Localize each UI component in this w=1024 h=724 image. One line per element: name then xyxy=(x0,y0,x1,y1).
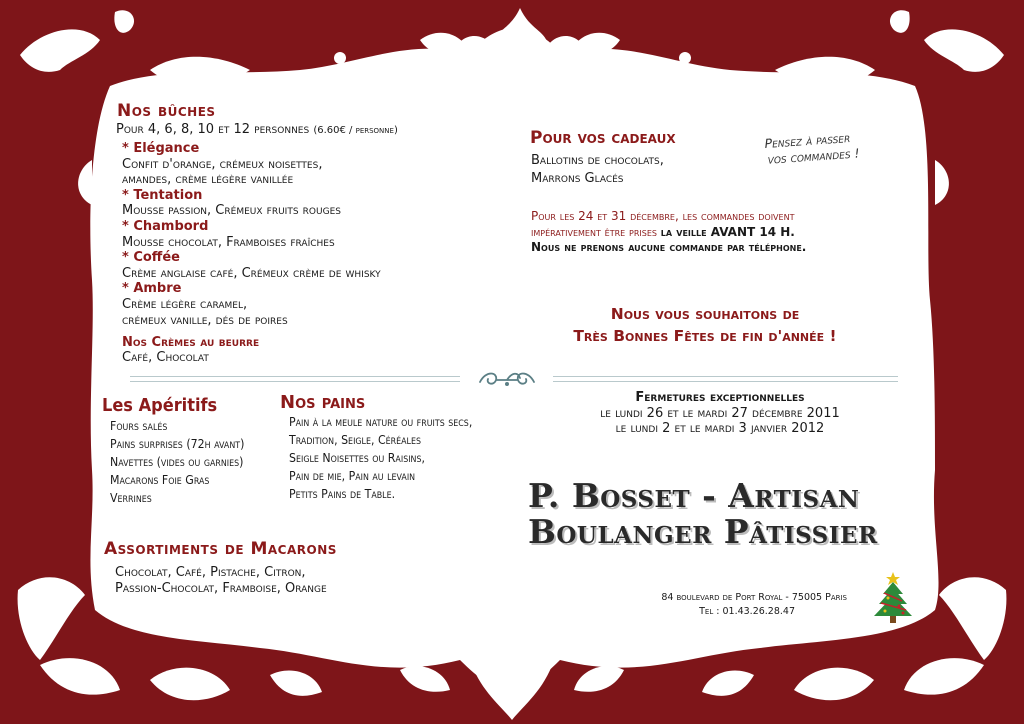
buche-item xyxy=(122,250,502,281)
macarons-title: Assortiments de Macarons xyxy=(104,539,337,559)
commandes-line2-pre: impérativement être prises xyxy=(531,224,657,239)
cremes-items: Café, Chocolat xyxy=(122,350,209,365)
list-item: Pains surprises (72h avant) xyxy=(110,436,245,451)
artisan-line: Boulanger Pâtissier xyxy=(528,512,878,551)
adresse-block xyxy=(600,591,847,619)
buche-item xyxy=(122,188,502,219)
buche-item xyxy=(122,219,502,250)
list-item: Verrines xyxy=(110,490,152,505)
flourish-icon xyxy=(476,368,538,392)
list-item: Macarons Foie Gras xyxy=(110,472,210,487)
list-item: Seigle Noisettes ou Raisins, xyxy=(289,450,426,465)
buche-name: * Ambre xyxy=(122,281,182,297)
list-item: Navettes (vides ou garnies) xyxy=(110,454,244,469)
divider-line-right xyxy=(553,376,898,377)
buches-persons: Pour 4, 6, 8, 10 et 12 personnes xyxy=(116,122,310,137)
fermetures-line: le lundi 2 et le mardi 3 janvier 2012 xyxy=(615,421,825,436)
voeux-line: Nous vous souhaitons de xyxy=(610,305,800,323)
buche-name: * Coffée xyxy=(122,250,180,266)
voeux-message xyxy=(520,303,890,347)
commandes-line1: Pour les 24 et 31 décembre, les commandes doivent xyxy=(531,209,795,223)
buche-item xyxy=(122,141,502,188)
buche-name: * Chambord xyxy=(122,218,209,234)
fermetures-block xyxy=(520,390,920,437)
buche-name: * Tentation xyxy=(122,187,203,203)
list-item: Chocolat, Café, Pistache, Citron, xyxy=(115,565,306,580)
divider-line-left xyxy=(130,381,460,382)
macarons-list xyxy=(115,565,327,597)
artisan-line: P. Bosset - Artisan xyxy=(528,476,860,515)
pains-title: Nos pains xyxy=(280,392,366,413)
aperitifs-list xyxy=(110,417,244,507)
buche-name: * Elégance xyxy=(122,141,200,156)
adresse-line: 84 boulevard de Port Royal - 75005 Paris xyxy=(661,592,847,603)
list-item: Tradition, Seigle, Céréales xyxy=(289,432,422,447)
fermetures-line: le lundi 26 et le mardi 27 décembre 2011 xyxy=(600,405,840,421)
commandes-line2 xyxy=(531,225,911,241)
list-item: Petits Pains de Table. xyxy=(289,486,396,501)
buche-desc: Crème anglaise café, Crémeux crème de whisky xyxy=(122,265,381,281)
divider-line-left xyxy=(130,376,460,377)
aperitifs-title: Les Apéritifs xyxy=(102,395,218,416)
list-item: Marrons Glacés xyxy=(531,171,624,186)
buches-list xyxy=(122,141,502,328)
pensez-note xyxy=(764,129,860,167)
commandes-line3: Nous ne prenons aucune commande par téléphone. xyxy=(531,240,807,254)
pensez-line: vos commandes ! xyxy=(767,145,860,167)
telephone-line: Tel : 01.43.26.28.47 xyxy=(699,606,795,617)
christmas-tree-icon xyxy=(870,568,916,626)
voeux-line: Très Bonnes Fêtes de fin d'année ! xyxy=(573,327,837,345)
cremes-title: Nos Crèmes au beurre xyxy=(122,335,260,350)
buche-item xyxy=(122,281,502,328)
buches-price: (6.60€ / personne) xyxy=(313,125,398,136)
divider-line-right xyxy=(553,381,898,382)
buche-desc: Mousse chocolat, Framboises fraîches xyxy=(122,234,335,250)
commandes-info xyxy=(531,209,911,256)
cadeaux-title: Pour vos cadeaux xyxy=(530,128,676,148)
buche-desc: Crème légère caramel, crémeux vanille, dés de poires xyxy=(122,296,288,328)
pensez-line: Pensez à passer xyxy=(764,130,851,151)
list-item: Fours salés xyxy=(110,418,168,433)
commandes-line2-bold: la veille AVANT 14 H. xyxy=(660,224,795,239)
list-item: Pain à la meule nature ou fruits secs, xyxy=(289,414,473,429)
buches-subtitle xyxy=(116,122,398,137)
list-item: Passion-Chocolat, Framboise, Orange xyxy=(115,581,327,596)
artisan-name xyxy=(528,478,878,550)
list-item: Pain de mie, Pain au levain xyxy=(289,468,416,483)
pains-list xyxy=(289,413,472,503)
fermetures-title: Fermetures exceptionnelles xyxy=(635,390,805,405)
buche-desc: Mousse passion, Crémeux fruits rouges xyxy=(122,203,341,219)
buche-desc: Confit d'orange, crémeux noisettes, amandes, crème légère vanillée xyxy=(122,156,323,188)
cadeaux-list xyxy=(531,152,664,188)
list-item: Ballotins de chocolats, xyxy=(531,153,664,168)
buches-title: Nos bûches xyxy=(117,101,216,121)
